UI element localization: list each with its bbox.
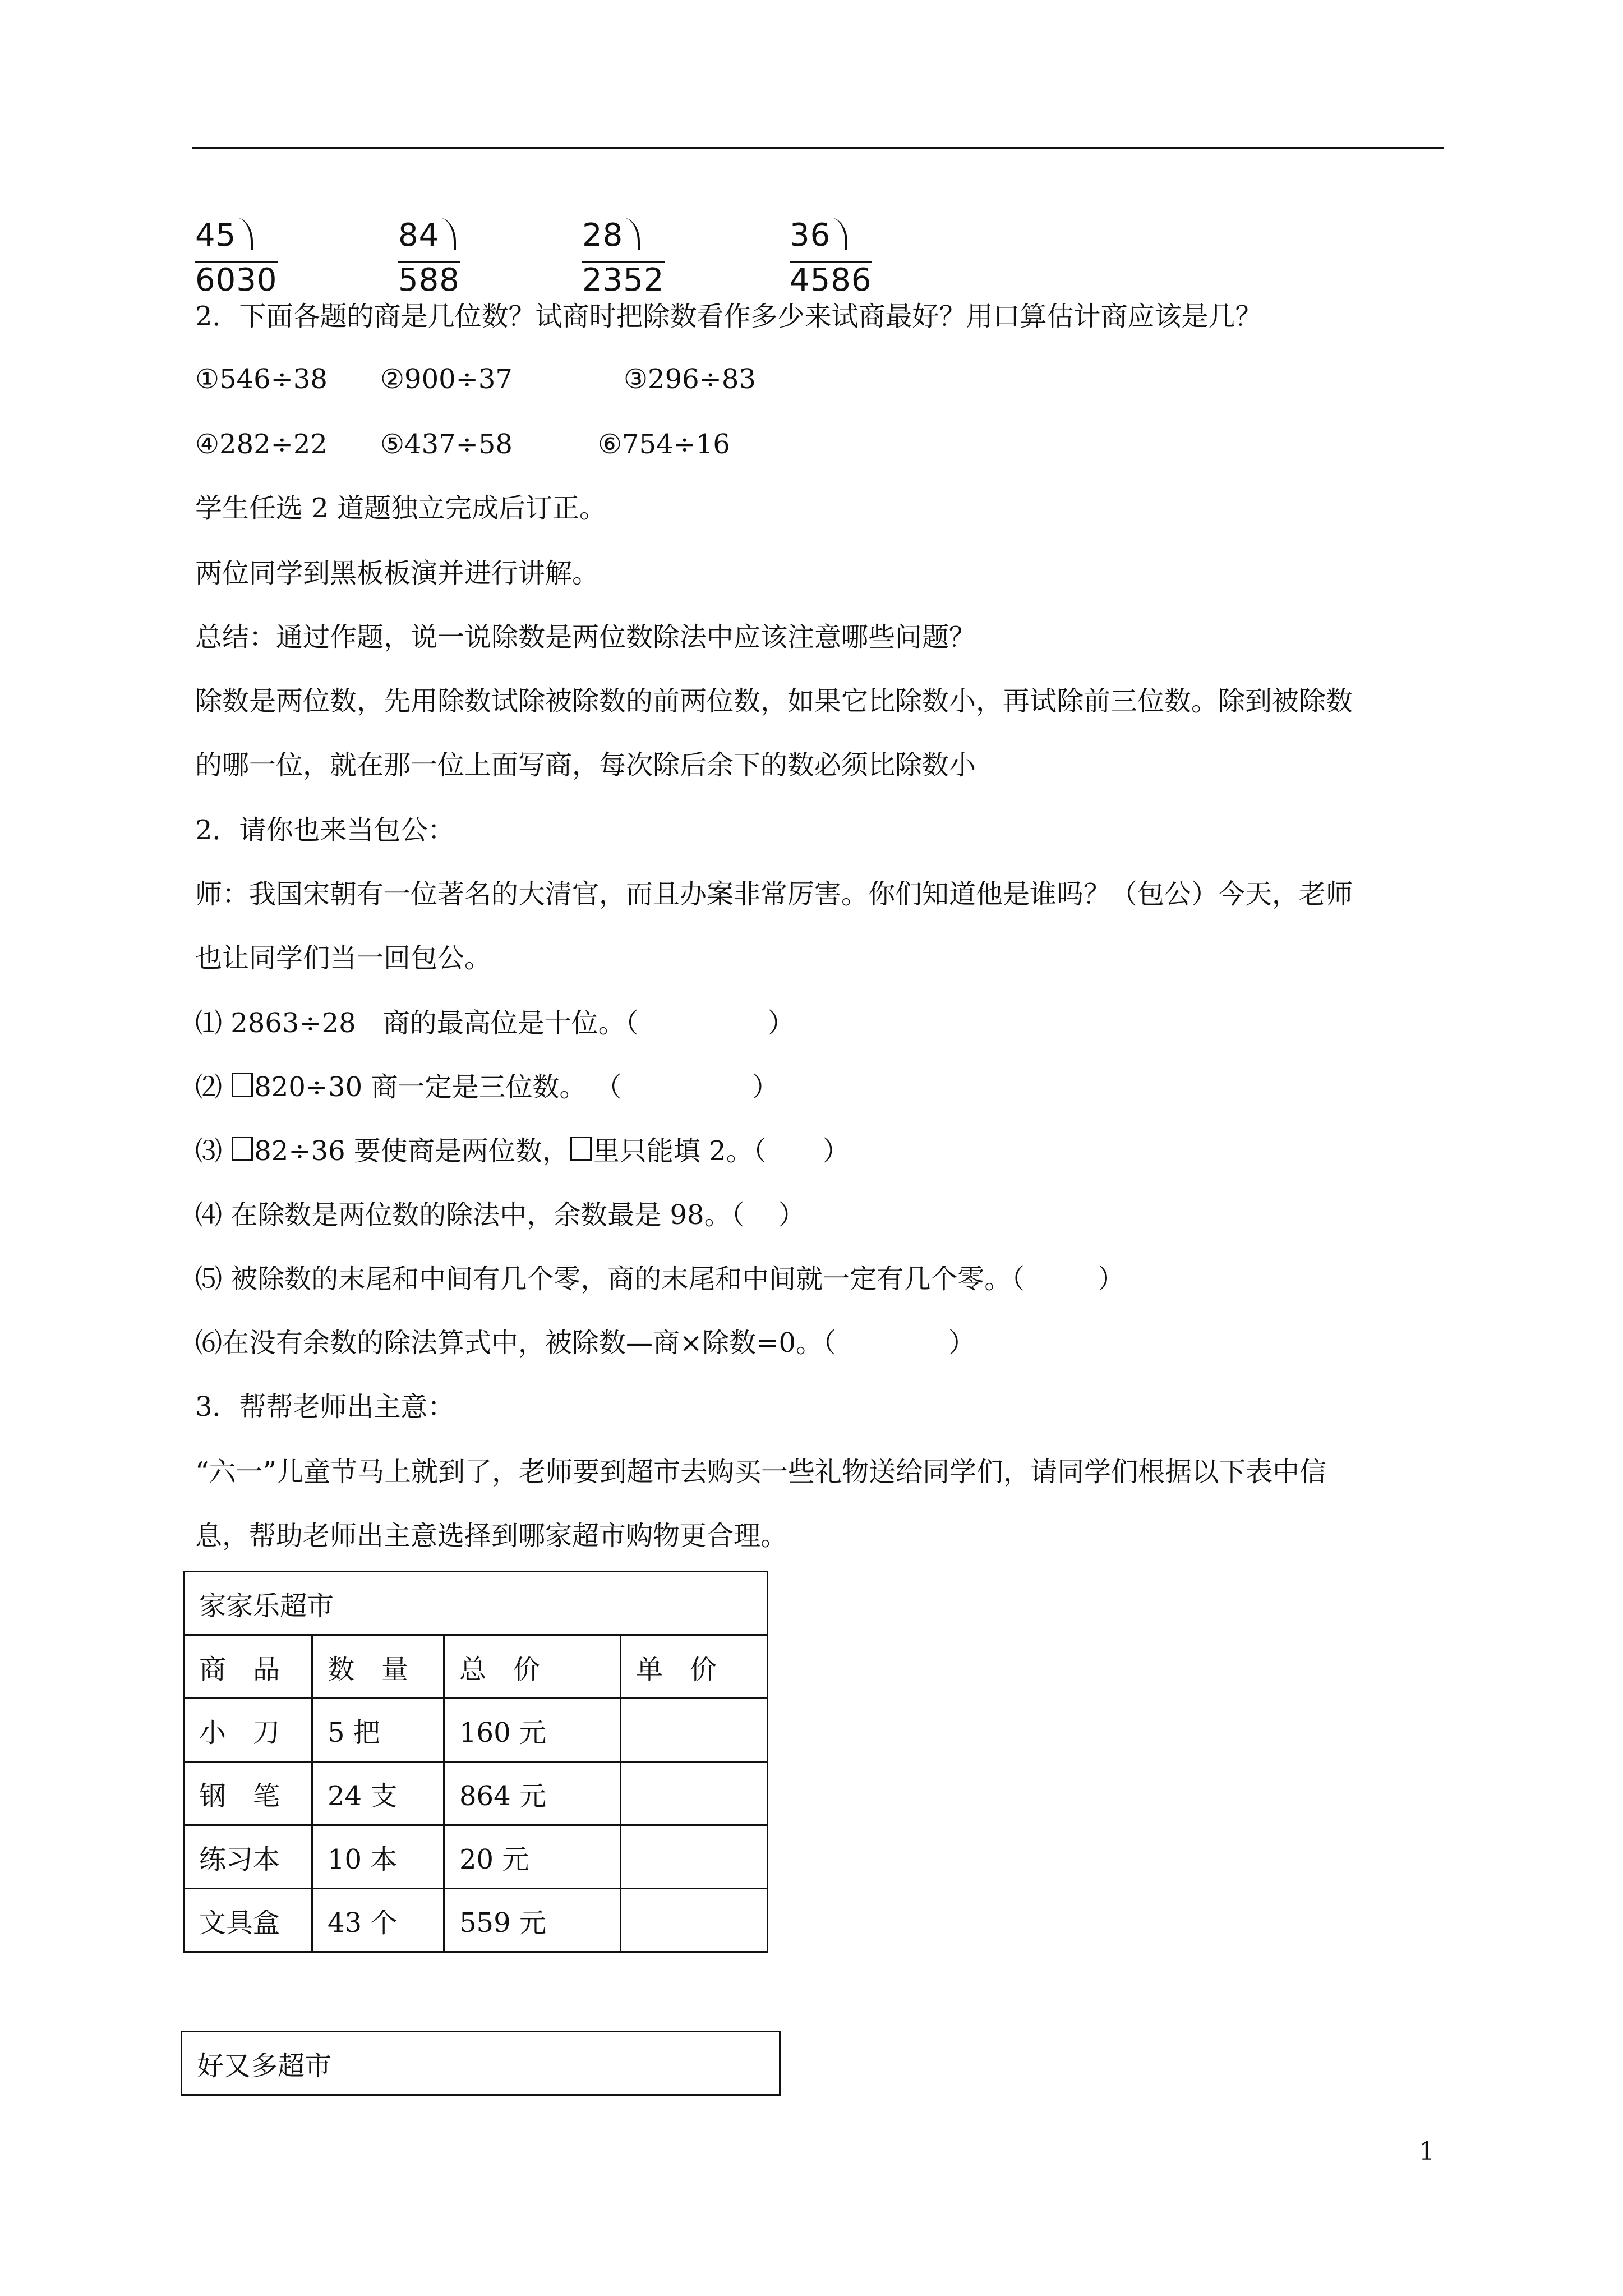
- table-title: 好又多超市: [182, 2032, 780, 2095]
- blank-box: [232, 1073, 253, 1097]
- table-title-row: [182, 2032, 780, 2095]
- unit-price-cell[interactable]: [621, 1825, 768, 1889]
- judge-text: 82÷36 要使商是两位数，: [254, 1135, 569, 1167]
- judge-close-paren: ）: [822, 1135, 850, 1167]
- teacher-paragraph-line-1: 师：我国宋朝有一位著名的大清官，而且办案非常厉害。你们知道他是谁吗？（包公）今天，老师: [195, 878, 1353, 910]
- judge-close-paren: ）: [948, 1327, 975, 1359]
- q2-title: 2．下面各题的商是几位数？试商时把除数看作多少来试商最好？用口算估计商应该是几？: [195, 301, 1262, 332]
- problem: ③296÷83: [624, 364, 756, 395]
- teacher-paragraph-line-2: 也让同学们当一回包公。: [195, 942, 492, 974]
- table-row: [184, 1889, 768, 1952]
- divisor: 45: [195, 217, 237, 254]
- table-header-row: [184, 1635, 768, 1699]
- long-division: [195, 213, 278, 303]
- help-section-title: 3．帮帮老师出主意：: [195, 1391, 455, 1423]
- judge-item-2: [195, 1070, 779, 1104]
- problem: ②900÷37: [380, 364, 513, 395]
- long-division: [398, 213, 460, 303]
- table-cell: 864 元: [444, 1762, 621, 1825]
- judge-text: ⑸ 被除数的末尾和中间有几个零，商的末尾和中间就一定有几个零。（: [195, 1263, 1025, 1295]
- judge-text: 820÷30 商一定是三位数。 （: [254, 1071, 622, 1103]
- help-paragraph-line-2: 息，帮助老师出主意选择到哪家超市购物更合理。: [195, 1520, 788, 1552]
- judge-text: 里只能填 2。（: [592, 1135, 767, 1167]
- dividend: 4586: [790, 262, 872, 298]
- table-row: [184, 1699, 768, 1762]
- unit-price-cell[interactable]: [621, 1699, 768, 1762]
- division-bracket: [236, 218, 253, 250]
- judge-item-3: [195, 1134, 850, 1168]
- problem: ⑤437÷58: [380, 429, 513, 460]
- unit-price-cell[interactable]: [621, 1762, 768, 1825]
- summary-paragraph: 总结：通过作题，说一说除数是两位数除法中应该注意哪些问题？: [195, 622, 976, 653]
- division-bracket: [831, 218, 847, 250]
- blank-box: [232, 1137, 253, 1161]
- judge-item-6: [195, 1326, 975, 1360]
- table-cell: 练习本: [184, 1825, 312, 1889]
- judge-item-5: [195, 1262, 1124, 1296]
- judge-section-title: 2．请你也来当包公：: [195, 815, 455, 846]
- header-rule: [192, 147, 1444, 149]
- judge-item-1: [195, 1006, 795, 1040]
- judge-close-paren: ）: [767, 1007, 795, 1039]
- dividend: 6030: [195, 262, 278, 298]
- table-title: 家家乐超市: [184, 1572, 768, 1635]
- table-title-row: [184, 1572, 768, 1635]
- header-cell: 单 价: [621, 1635, 768, 1699]
- table-cell: 文具盒: [184, 1889, 312, 1952]
- judge-close-paren: ）: [751, 1071, 779, 1103]
- rule-paragraph-line-1: 除数是两位数，先用除数试除被除数的前两位数，如果它比除数小，再试除前三位数。除到被除数: [195, 685, 1353, 717]
- dividend: 588: [398, 262, 460, 298]
- table-cell: 43 个: [312, 1889, 444, 1952]
- problem: ④282÷22: [195, 429, 328, 460]
- judge-text: ⑷ 在除数是两位数的除法中，余数最是 98。（: [195, 1199, 745, 1231]
- table-row: [184, 1762, 768, 1825]
- divisor: 36: [790, 217, 831, 254]
- rule-paragraph-line-2: 的哪一位，就在那一位上面写商，每次除后余下的数必须比除数小: [195, 749, 976, 781]
- judge-close-paren: ）: [1098, 1263, 1125, 1295]
- judge-item-4: [195, 1198, 805, 1232]
- paragraph: 学生任选 2 道题独立完成后订正。: [195, 493, 607, 524]
- dividend: 2352: [582, 262, 665, 298]
- header-cell: 总 价: [444, 1635, 621, 1699]
- q2-problems-row-1: [195, 362, 756, 396]
- header-cell: 商 品: [184, 1635, 312, 1699]
- table-cell: 小 刀: [184, 1699, 312, 1762]
- division-bracket: [439, 218, 456, 250]
- problem: ①546÷38: [195, 364, 328, 395]
- problem: ⑥754÷16: [598, 429, 730, 460]
- table-cell: 20 元: [444, 1825, 621, 1889]
- judge-text: ⑵: [195, 1071, 231, 1103]
- header-cell: 数 量: [312, 1635, 444, 1699]
- judge-text: ⑹在没有余数的除法算式中，被除数—商×除数=0。（: [195, 1327, 836, 1359]
- table-row: [184, 1825, 768, 1889]
- divisor: 28: [582, 217, 624, 254]
- long-division: [582, 213, 665, 303]
- q2-problems-row-2: [195, 427, 730, 461]
- judge-text: ⑴ 2863÷28 商的最高位是十位。（: [195, 1007, 639, 1039]
- page-number: 1: [1419, 2137, 1435, 2166]
- divisor: 84: [398, 217, 440, 254]
- haoyouduo-price-table: [181, 2031, 781, 2096]
- long-division: [790, 213, 872, 303]
- table-cell: 160 元: [444, 1699, 621, 1762]
- judge-close-paren: ）: [778, 1199, 805, 1231]
- table-cell: 钢 笔: [184, 1762, 312, 1825]
- unit-price-cell[interactable]: [621, 1889, 768, 1952]
- table-cell: 5 把: [312, 1699, 444, 1762]
- jiajiale-price-table: [183, 1571, 768, 1953]
- help-paragraph-line-1: “六一”儿童节马上就到了，老师要到超市去购买一些礼物送给同学们，请同学们根据以下表中信: [195, 1456, 1327, 1488]
- table-cell: 10 本: [312, 1825, 444, 1889]
- table-cell: 559 元: [444, 1889, 621, 1952]
- paragraph: 两位同学到黑板板演并进行讲解。: [195, 558, 600, 589]
- judge-text: ⑶: [195, 1135, 231, 1167]
- division-bracket: [623, 218, 640, 250]
- blank-box: [570, 1137, 592, 1161]
- table-cell: 24 支: [312, 1762, 444, 1825]
